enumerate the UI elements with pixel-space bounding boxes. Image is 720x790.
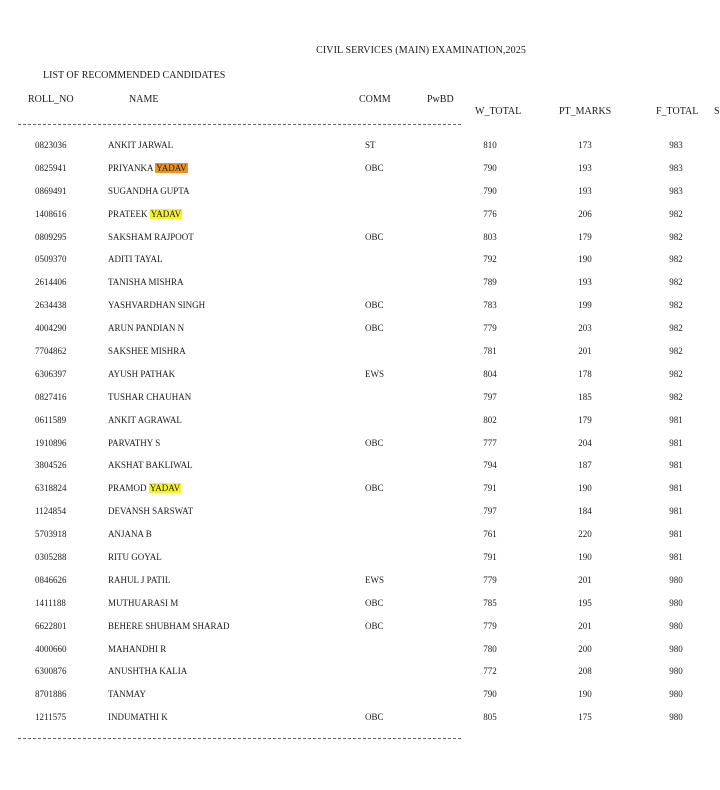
pt-marks-cell: 173 <box>578 140 592 150</box>
roll-no-cell: 2634438 <box>35 300 67 311</box>
pt-marks-cell: 220 <box>578 529 592 540</box>
name-cell: AYUSH PATHAK <box>108 368 176 379</box>
w-total-cell: 794 <box>483 460 497 471</box>
w-total-cell: 804 <box>483 368 497 379</box>
table-row <box>0 575 720 598</box>
table-row <box>0 689 720 712</box>
name-cell: TANISHA MISHRA <box>108 277 184 288</box>
name-cell: RAHUL J PATIL <box>108 574 171 585</box>
pt-marks-cell: 193 <box>578 277 592 288</box>
pt-marks-cell: 187 <box>578 460 592 471</box>
table-row <box>0 598 720 621</box>
name-cell: ANKIT AGRAWAL <box>108 414 182 425</box>
f-total-cell: 981 <box>669 529 683 540</box>
table-row <box>0 140 720 163</box>
roll-no-cell: 6318824 <box>35 483 67 494</box>
f-total-cell: 980 <box>669 689 683 700</box>
name-cell: PARVATHY S <box>108 437 161 448</box>
table-row <box>0 186 720 209</box>
name-cell: PRATEEK YADAV <box>108 208 182 219</box>
pt-marks-cell: 203 <box>578 323 592 334</box>
table-row <box>0 369 720 392</box>
f-total-cell: 981 <box>669 460 683 471</box>
roll-no-cell: 4004290 <box>35 323 67 334</box>
comm-cell: OBC <box>365 162 384 173</box>
f-total-cell: 980 <box>669 597 683 608</box>
table-row <box>0 346 720 369</box>
name-cell: PRIYANKA YADAV <box>108 162 187 173</box>
pt-marks-cell: 200 <box>578 643 592 654</box>
pt-marks-cell: 199 <box>578 300 592 311</box>
f-total-cell: 983 <box>669 140 683 150</box>
w-total-cell: 761 <box>483 529 497 540</box>
active-search-match: YADAV <box>156 162 187 173</box>
w-total-cell: 790 <box>483 689 497 700</box>
column-header-cut-off: S <box>714 106 720 117</box>
roll-no-cell: 7704862 <box>35 346 67 357</box>
comm-cell: EWS <box>365 368 384 379</box>
roll-no-cell: 1124854 <box>35 506 67 517</box>
f-total-cell: 981 <box>669 483 683 494</box>
pt-marks-cell: 193 <box>578 162 592 173</box>
roll-no-cell: 0509370 <box>35 254 67 265</box>
f-total-cell: 983 <box>669 185 683 196</box>
pt-marks-cell: 190 <box>578 254 592 265</box>
name-cell: DEVANSH SARSWAT <box>108 506 194 517</box>
pt-marks-cell: 204 <box>578 437 592 448</box>
table-row <box>0 552 720 575</box>
name-cell: ARUN PANDIAN N <box>108 323 185 334</box>
table-row <box>0 392 720 415</box>
pt-marks-cell: 201 <box>578 346 592 357</box>
pt-marks-cell: 184 <box>578 506 592 517</box>
column-header-pwbd: PwBD <box>427 94 454 105</box>
comm-cell: OBC <box>365 620 384 631</box>
table-row <box>0 483 720 506</box>
w-total-cell: 810 <box>483 140 497 150</box>
w-total-cell: 797 <box>483 506 497 517</box>
pt-marks-cell: 190 <box>578 483 592 494</box>
w-total-cell: 791 <box>483 552 497 563</box>
roll-no-cell: 1411188 <box>35 597 66 608</box>
roll-no-cell: 0305288 <box>35 552 67 563</box>
column-header-name: NAME <box>129 94 159 105</box>
roll-no-cell: 0823036 <box>35 140 67 150</box>
comm-cell: OBC <box>365 712 384 723</box>
column-header-roll-no: ROLL_NO <box>28 94 74 105</box>
name-cell: MAHANDHI R <box>108 643 167 654</box>
roll-no-cell: 8701886 <box>35 689 67 700</box>
name-cell: ANKIT JARWAL <box>108 140 174 150</box>
f-total-cell: 982 <box>669 208 683 219</box>
f-total-cell: 982 <box>669 368 683 379</box>
table-row <box>0 644 720 667</box>
f-total-cell: 981 <box>669 437 683 448</box>
roll-no-cell: 0611589 <box>35 414 67 425</box>
name-cell: ADITI TAYAL <box>108 254 163 265</box>
roll-no-cell: 1408616 <box>35 208 67 219</box>
w-total-cell: 783 <box>483 300 497 311</box>
table-row <box>0 529 720 552</box>
roll-no-cell: 1910896 <box>35 437 67 448</box>
w-total-cell: 805 <box>483 712 497 723</box>
name-cell: ANJANA B <box>108 529 152 540</box>
column-header-comm: COMM <box>359 94 391 105</box>
candidates-table <box>0 140 720 735</box>
name-cell: PRAMOD YADAV <box>108 483 181 494</box>
f-total-cell: 980 <box>669 574 683 585</box>
f-total-cell: 981 <box>669 414 683 425</box>
pt-marks-cell: 185 <box>578 391 592 402</box>
name-cell: TANMAY <box>108 689 146 700</box>
pt-marks-cell: 195 <box>578 597 592 608</box>
footer-divider <box>18 738 461 739</box>
w-total-cell: 772 <box>483 666 497 677</box>
name-cell: INDUMATHI K <box>108 712 168 723</box>
pt-marks-cell: 206 <box>578 208 592 219</box>
w-total-cell: 780 <box>483 643 497 654</box>
pt-marks-cell: 193 <box>578 185 592 196</box>
roll-no-cell: 5703918 <box>35 529 67 540</box>
name-cell: AKSHAT BAKLIWAL <box>108 460 193 471</box>
table-row <box>0 300 720 323</box>
f-total-cell: 982 <box>669 346 683 357</box>
comm-cell: OBC <box>365 300 384 311</box>
f-total-cell: 981 <box>669 506 683 517</box>
roll-no-cell: 0869491 <box>35 185 67 196</box>
name-cell: RITU GOYAL <box>108 552 162 563</box>
roll-no-cell: 2614406 <box>35 277 67 288</box>
pt-marks-cell: 208 <box>578 666 592 677</box>
w-total-cell: 781 <box>483 346 497 357</box>
table-row <box>0 254 720 277</box>
w-total-cell: 797 <box>483 391 497 402</box>
name-cell: BEHERE SHUBHAM SHARAD <box>108 620 230 631</box>
f-total-cell: 981 <box>669 552 683 563</box>
pt-marks-cell: 175 <box>578 712 592 723</box>
pt-marks-cell: 178 <box>578 368 592 379</box>
comm-cell: OBC <box>365 323 384 334</box>
search-match: YADAV <box>149 483 181 494</box>
f-total-cell: 982 <box>669 323 683 334</box>
w-total-cell: 776 <box>483 208 497 219</box>
roll-no-cell: 6300876 <box>35 666 67 677</box>
pt-marks-cell: 179 <box>578 231 592 242</box>
table-row <box>0 438 720 461</box>
table-row <box>0 163 720 186</box>
pt-marks-cell: 179 <box>578 414 592 425</box>
column-header-w-total: W_TOTAL <box>475 106 522 117</box>
column-header-pt-marks: PT_MARKS <box>559 106 612 117</box>
w-total-cell: 785 <box>483 597 497 608</box>
f-total-cell: 980 <box>669 620 683 631</box>
table-row <box>0 666 720 689</box>
w-total-cell: 779 <box>483 574 497 585</box>
roll-no-cell: 6622801 <box>35 620 67 631</box>
f-total-cell: 982 <box>669 231 683 242</box>
w-total-cell: 779 <box>483 620 497 631</box>
table-row <box>0 460 720 483</box>
name-cell: SUGANDHA GUPTA <box>108 185 190 196</box>
roll-no-cell: 0827416 <box>35 391 67 402</box>
f-total-cell: 982 <box>669 254 683 265</box>
name-cell: MUTHUARASI M <box>108 597 179 608</box>
w-total-cell: 803 <box>483 231 497 242</box>
pt-marks-cell: 190 <box>578 552 592 563</box>
roll-no-cell: 1211575 <box>35 712 67 723</box>
roll-no-cell: 6306397 <box>35 368 67 379</box>
header-divider <box>18 124 461 125</box>
f-total-cell: 982 <box>669 391 683 402</box>
table-row <box>0 415 720 438</box>
comm-cell: OBC <box>365 231 384 242</box>
comm-cell: OBC <box>365 597 384 608</box>
pt-marks-cell: 201 <box>578 574 592 585</box>
table-row <box>0 323 720 346</box>
w-total-cell: 802 <box>483 414 497 425</box>
roll-no-cell: 0825941 <box>35 162 67 173</box>
table-row <box>0 277 720 300</box>
roll-no-cell: 0809295 <box>35 231 67 242</box>
w-total-cell: 777 <box>483 437 497 448</box>
roll-no-cell: 0846626 <box>35 574 67 585</box>
pt-marks-cell: 201 <box>578 620 592 631</box>
roll-no-cell: 4000660 <box>35 643 67 654</box>
w-total-cell: 789 <box>483 277 497 288</box>
comm-cell: OBC <box>365 437 384 448</box>
table-row <box>0 712 720 735</box>
name-cell: SAKSHAM RAJPOOT <box>108 231 194 242</box>
roll-no-cell: 3804526 <box>35 460 67 471</box>
document-subtitle: LIST OF RECOMMENDED CANDIDATES <box>43 70 226 81</box>
f-total-cell: 980 <box>669 666 683 677</box>
search-match: YADAV <box>150 208 182 219</box>
f-total-cell: 982 <box>669 300 683 311</box>
pt-marks-cell: 190 <box>578 689 592 700</box>
f-total-cell: 980 <box>669 643 683 654</box>
f-total-cell: 980 <box>669 712 683 723</box>
table-row <box>0 232 720 255</box>
table-row <box>0 209 720 232</box>
w-total-cell: 792 <box>483 254 497 265</box>
name-cell: YASHVARDHAN SINGH <box>108 300 206 311</box>
f-total-cell: 983 <box>669 162 683 173</box>
column-header-f-total: F_TOTAL <box>656 106 699 117</box>
w-total-cell: 791 <box>483 483 497 494</box>
table-row <box>0 621 720 644</box>
comm-cell: EWS <box>365 574 384 585</box>
name-cell: TUSHAR CHAUHAN <box>108 391 192 402</box>
document-title: CIVIL SERVICES (MAIN) EXAMINATION,2025 <box>316 45 526 56</box>
name-cell: ANUSHTHA KALIA <box>108 666 188 677</box>
w-total-cell: 790 <box>483 185 497 196</box>
comm-cell: OBC <box>365 483 384 494</box>
table-row <box>0 506 720 529</box>
w-total-cell: 779 <box>483 323 497 334</box>
f-total-cell: 982 <box>669 277 683 288</box>
w-total-cell: 790 <box>483 162 497 173</box>
name-cell: SAKSHEE MISHRA <box>108 346 186 357</box>
comm-cell: ST <box>365 140 376 150</box>
